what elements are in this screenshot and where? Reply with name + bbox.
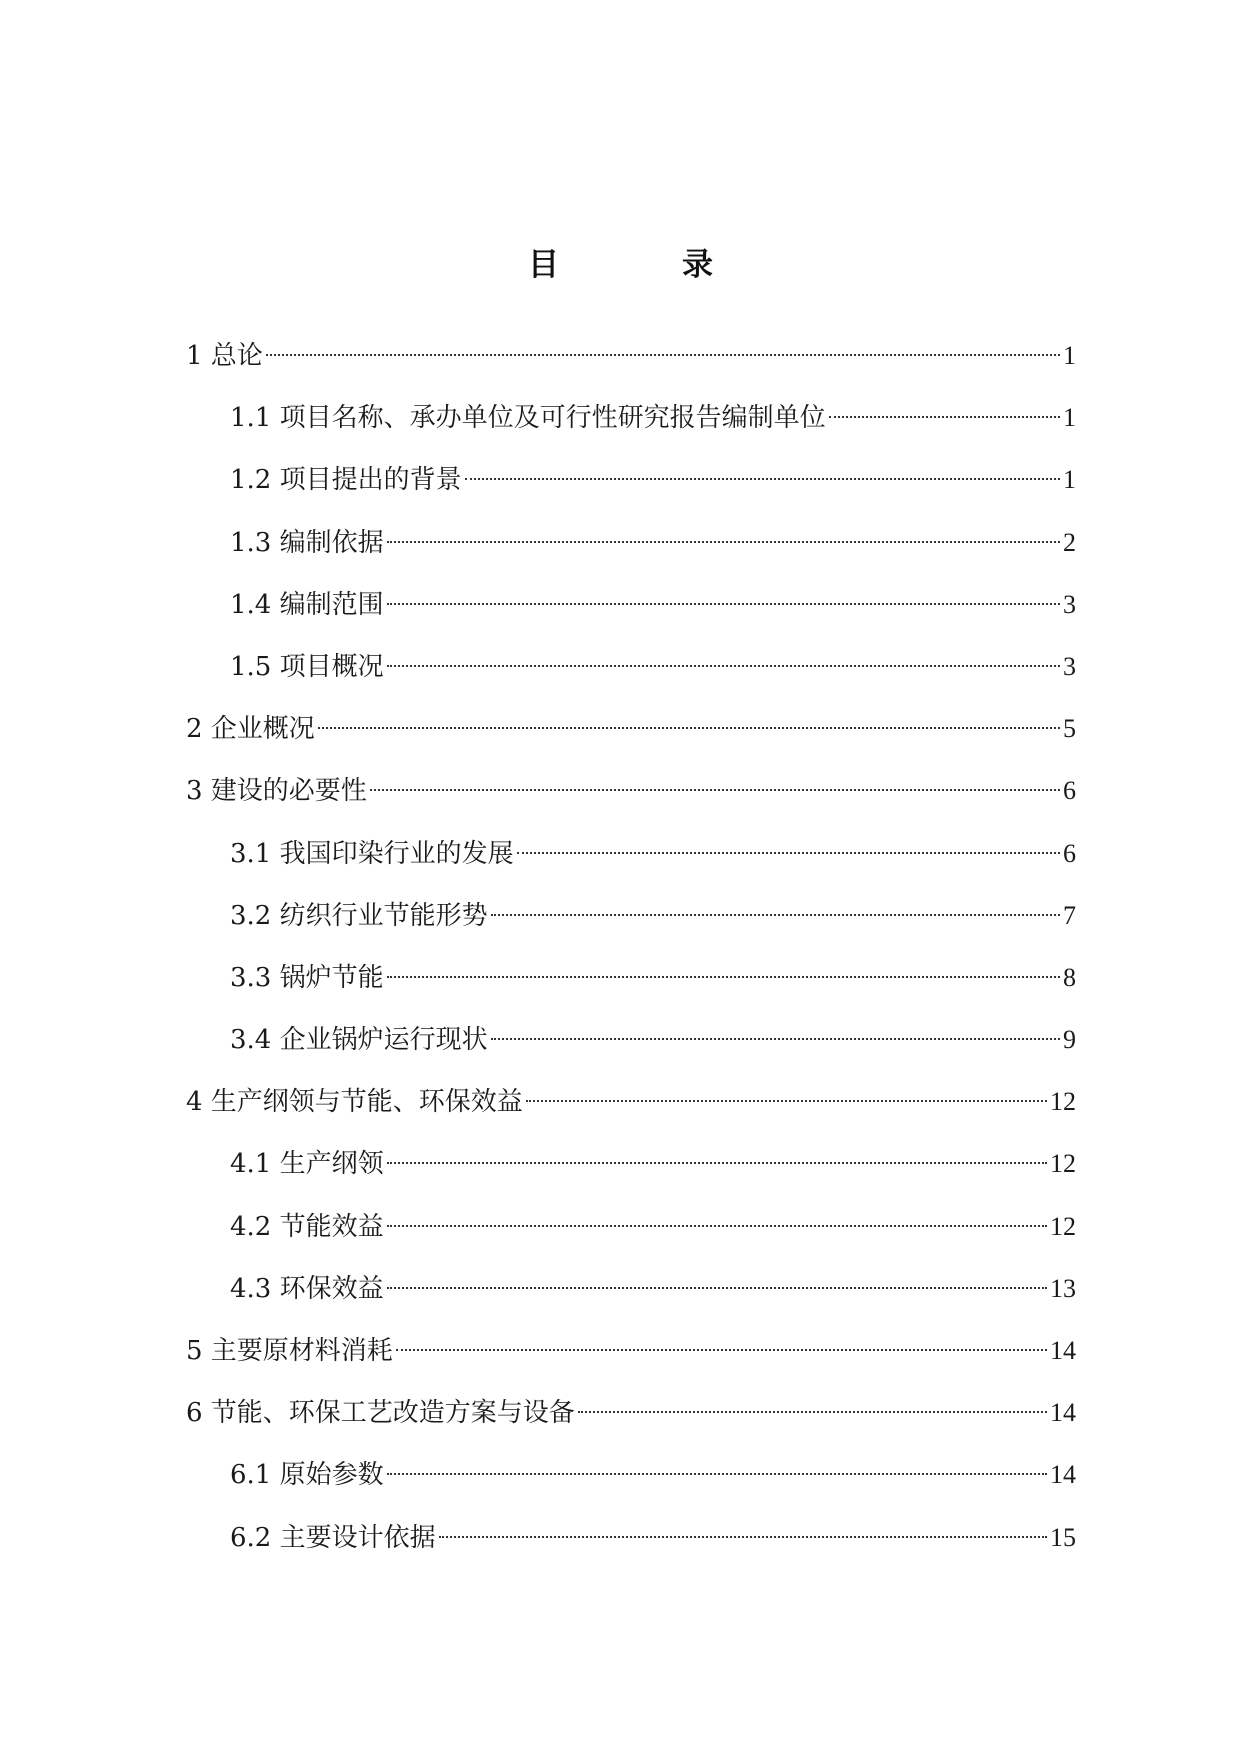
toc-entry-page-number: 3 xyxy=(1063,589,1076,619)
toc-entry[interactable] xyxy=(186,1269,1076,1331)
toc-entry-page-number: 15 xyxy=(1050,1522,1076,1552)
toc-entry-page-number: 2 xyxy=(1063,527,1076,557)
toc-entry-title: 3.3 锅炉节能 xyxy=(230,962,384,993)
toc-entry-page-number: 9 xyxy=(1063,1025,1076,1055)
toc-dot-leader xyxy=(387,665,1060,667)
toc-entry-title: 5 主要原材料消耗 xyxy=(186,1336,393,1366)
toc-dot-leader xyxy=(387,603,1060,605)
toc-entry-title: 4.1 生产纲领 xyxy=(230,1149,384,1180)
toc-entry-page-number: 7 xyxy=(1063,900,1076,930)
toc-entry-page-number: 3 xyxy=(1063,651,1076,681)
toc-dot-leader xyxy=(465,478,1060,480)
table-of-contents xyxy=(186,336,1076,1580)
toc-entry-page-number: 14 xyxy=(1050,1336,1076,1365)
toc-entry-page-number: 1 xyxy=(1063,403,1076,433)
toc-entry[interactable] xyxy=(186,1455,1076,1517)
toc-dot-leader xyxy=(387,976,1060,978)
toc-dot-leader xyxy=(370,789,1060,791)
toc-entry[interactable] xyxy=(186,958,1076,1020)
toc-dot-leader xyxy=(439,1536,1047,1538)
toc-entry-title: 1.4 编制范围 xyxy=(230,589,384,620)
toc-entry[interactable] xyxy=(186,647,1076,709)
toc-entry[interactable] xyxy=(186,1207,1076,1269)
toc-entry[interactable] xyxy=(186,1393,1076,1455)
toc-entry-page-number: 14 xyxy=(1050,1460,1076,1490)
toc-dot-leader xyxy=(491,1038,1060,1040)
toc-entry-page-number: 14 xyxy=(1050,1398,1076,1428)
toc-entry-page-number: 6 xyxy=(1063,776,1076,806)
toc-dot-leader xyxy=(387,1473,1047,1475)
toc-entry-page-number: 6 xyxy=(1063,838,1076,868)
toc-entry-title: 1.1 项目名称、承办单位及可行性研究报告编制单位 xyxy=(230,403,826,434)
toc-entry[interactable] xyxy=(186,1144,1076,1206)
toc-entry-title: 1 总论 xyxy=(186,341,263,371)
toc-entry[interactable] xyxy=(186,1020,1076,1082)
toc-dot-leader xyxy=(387,1225,1047,1227)
toc-entry[interactable] xyxy=(186,1518,1076,1580)
toc-entry[interactable] xyxy=(186,585,1076,647)
toc-entry-title: 4 生产纲领与节能、环保效益 xyxy=(186,1087,523,1118)
toc-title: 目 录 xyxy=(528,246,759,283)
toc-dot-leader xyxy=(387,541,1060,543)
toc-entry[interactable] xyxy=(186,398,1076,460)
toc-dot-leader xyxy=(266,354,1060,356)
toc-dot-leader xyxy=(526,1100,1047,1102)
toc-entry-page-number: 1 xyxy=(1063,341,1076,370)
toc-entry-page-number: 12 xyxy=(1050,1087,1076,1117)
toc-entry-title: 3.2 纺织行业节能形势 xyxy=(230,900,488,931)
toc-dot-leader xyxy=(387,1162,1047,1164)
toc-dot-leader xyxy=(829,416,1060,418)
toc-entry-title: 3.4 企业锅炉运行现状 xyxy=(230,1025,488,1056)
toc-entry[interactable] xyxy=(186,460,1076,522)
toc-entry-title: 3.1 我国印染行业的发展 xyxy=(230,838,514,869)
toc-entry-page-number: 12 xyxy=(1050,1149,1076,1179)
toc-entry-page-number: 8 xyxy=(1063,962,1076,992)
toc-entry-title: 6 节能、环保工艺改造方案与设备 xyxy=(186,1398,575,1429)
toc-entry[interactable] xyxy=(186,834,1076,896)
toc-dot-leader xyxy=(396,1349,1047,1351)
toc-entry[interactable] xyxy=(186,709,1076,771)
toc-entry-title: 2 企业概况 xyxy=(186,714,315,745)
toc-entry-title: 4.2 节能效益 xyxy=(230,1211,384,1242)
toc-entry[interactable] xyxy=(186,523,1076,585)
toc-entry-title: 6.2 主要设计依据 xyxy=(230,1522,436,1553)
toc-entry-page-number: 1 xyxy=(1063,465,1076,495)
toc-entry-title: 6.1 原始参数 xyxy=(230,1460,384,1491)
toc-dot-leader xyxy=(517,852,1060,854)
toc-dot-leader xyxy=(491,914,1060,916)
toc-entry-page-number: 5 xyxy=(1063,714,1076,744)
toc-entry-page-number: 13 xyxy=(1050,1273,1076,1303)
toc-entry[interactable] xyxy=(186,896,1076,958)
toc-entry[interactable] xyxy=(186,1331,1076,1393)
toc-entry-title: 4.3 环保效益 xyxy=(230,1273,384,1304)
toc-entry-title: 1.5 项目概况 xyxy=(230,651,384,682)
toc-entry-page-number: 12 xyxy=(1050,1211,1076,1241)
toc-entry[interactable] xyxy=(186,771,1076,833)
toc-dot-leader xyxy=(578,1411,1047,1413)
toc-entry-title: 1.2 项目提出的背景 xyxy=(230,465,462,496)
toc-dot-leader xyxy=(318,727,1060,729)
toc-entry-title: 3 建设的必要性 xyxy=(186,776,367,807)
toc-entry-title: 1.3 编制依据 xyxy=(230,527,384,558)
toc-dot-leader xyxy=(387,1287,1047,1289)
toc-entry[interactable] xyxy=(186,336,1076,398)
toc-entry[interactable] xyxy=(186,1082,1076,1144)
